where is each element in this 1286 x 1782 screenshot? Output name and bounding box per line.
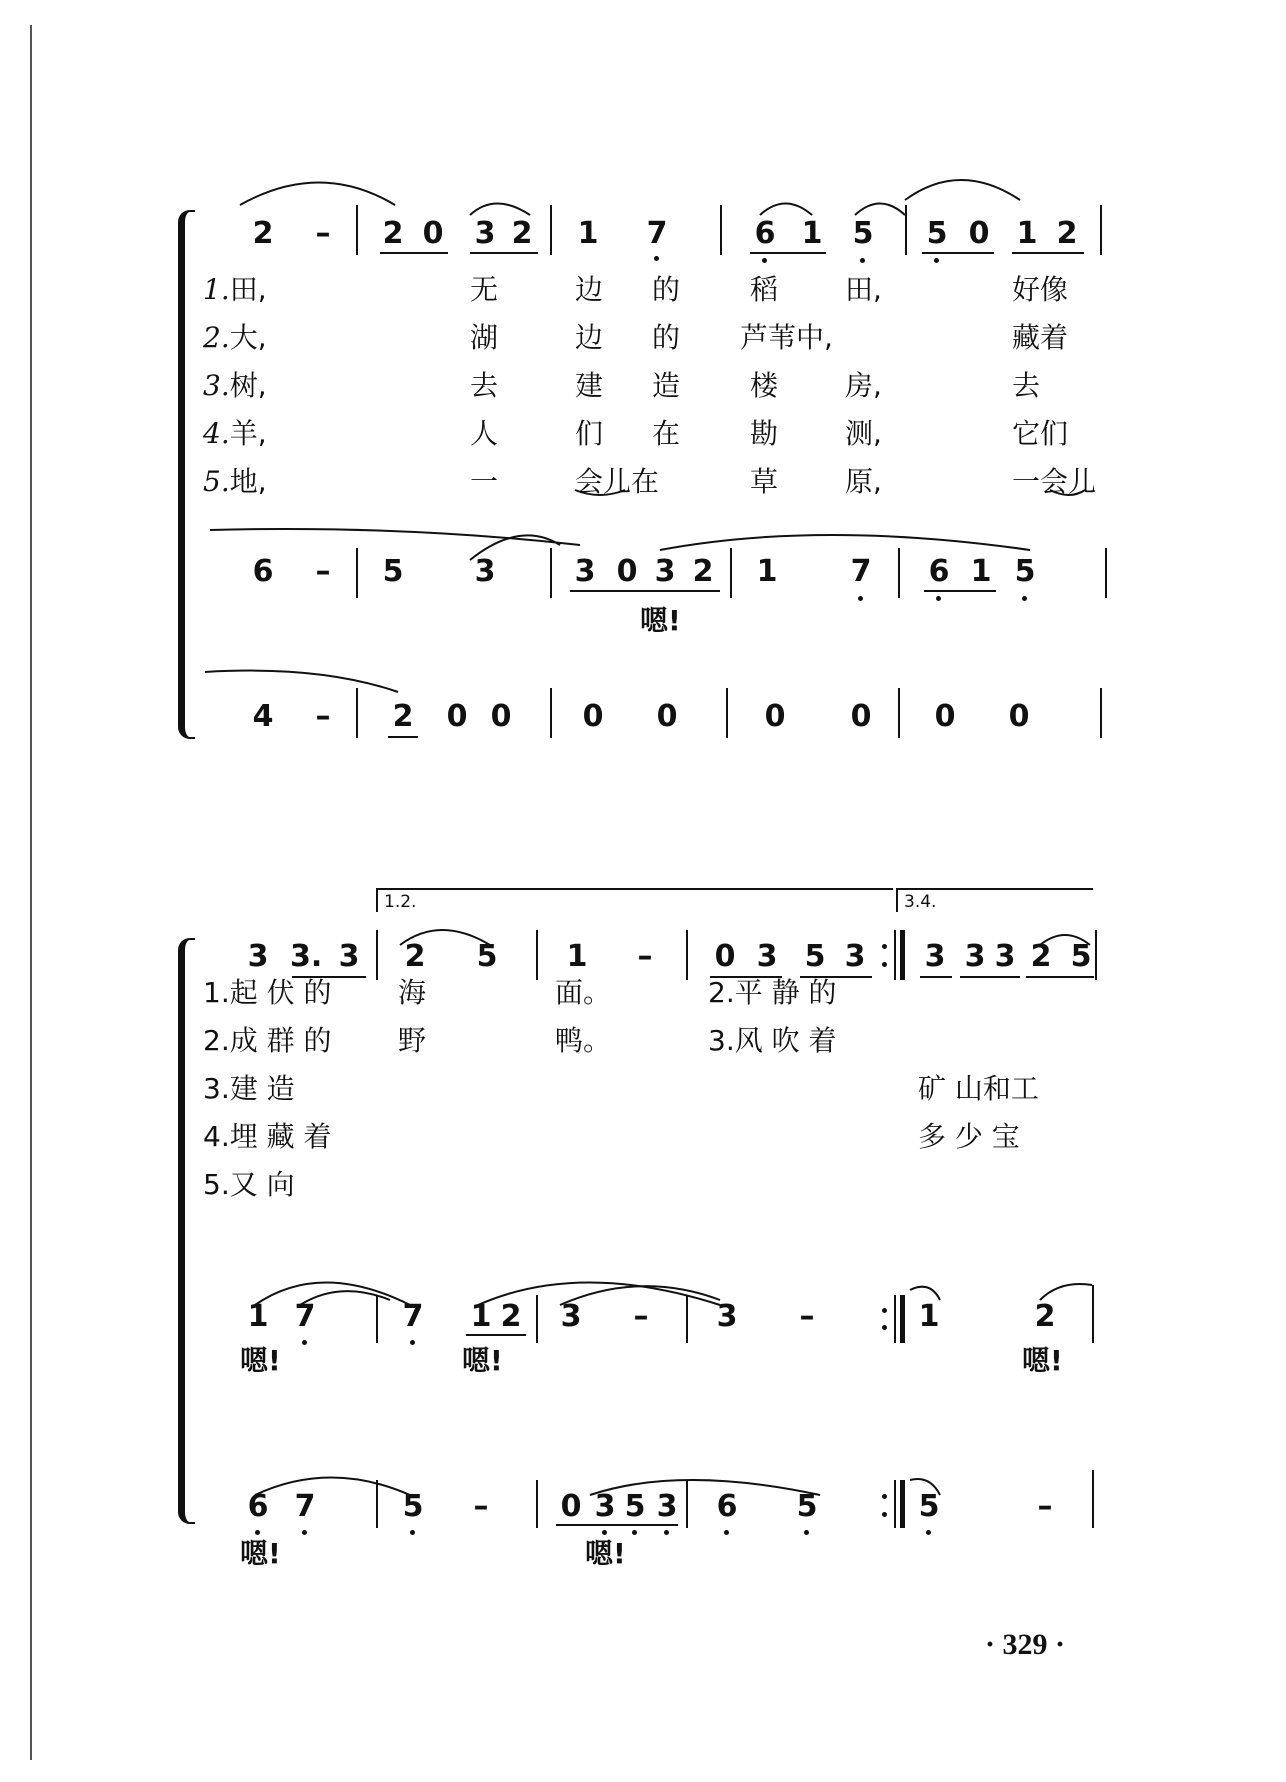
slur xyxy=(660,535,1030,550)
slur xyxy=(910,1287,940,1300)
note: 7 xyxy=(646,216,668,251)
note: 0 xyxy=(422,216,444,251)
lyric-syllable: 去 xyxy=(470,369,499,402)
note: 3 xyxy=(654,554,676,589)
lyric-syllable: 海 xyxy=(398,976,427,1009)
slur xyxy=(400,930,490,945)
lyric-syllable: 在 xyxy=(652,417,681,450)
note: – xyxy=(799,1299,815,1334)
note: – xyxy=(633,1299,649,1334)
note: – xyxy=(473,1489,489,1524)
slur xyxy=(1040,1284,1092,1300)
slur xyxy=(855,204,905,216)
lyric-verse-2: 2.成 群 的 xyxy=(203,1024,332,1057)
lyric-syllable: 楼 xyxy=(750,369,779,402)
note: 1 xyxy=(801,216,823,251)
note: 0 xyxy=(764,699,786,734)
note: 2 xyxy=(392,699,414,734)
note: 6 xyxy=(252,554,274,589)
note: 2 xyxy=(1034,1299,1056,1334)
lyric-syllable: 会儿在 xyxy=(575,465,660,498)
lyric-syllable: 田, xyxy=(845,273,882,306)
note: 3 xyxy=(474,216,496,251)
note: 2 xyxy=(500,1299,522,1334)
note: 2 xyxy=(1056,216,1078,251)
lyric-syllable: 的 xyxy=(652,273,681,306)
lyric-syllable: 好像 xyxy=(1012,273,1069,306)
note: 1 xyxy=(247,1299,269,1334)
lyric-verse-4: 4.羊, xyxy=(203,417,267,450)
lyric-syllable: 它们 xyxy=(1012,417,1069,450)
slur xyxy=(575,490,625,495)
note: 3 xyxy=(247,939,269,974)
note: 5 xyxy=(926,216,948,251)
note: 1 xyxy=(566,939,588,974)
note: 7 xyxy=(294,1489,316,1524)
slur xyxy=(255,1478,410,1496)
note: 1 xyxy=(918,1299,940,1334)
note: 3 xyxy=(756,939,778,974)
note: 7 xyxy=(402,1299,424,1334)
note: 2 xyxy=(1030,939,1052,974)
note: 2 xyxy=(511,216,533,251)
slur xyxy=(470,204,530,216)
note: – xyxy=(1037,1489,1053,1524)
note: 3 xyxy=(338,939,360,974)
lyric-verse-3: 3.建 造 xyxy=(203,1072,295,1105)
note: 6 xyxy=(247,1489,269,1524)
lyric-syllable: 草 xyxy=(750,465,779,498)
note: 5 xyxy=(1014,554,1036,589)
note: 5 xyxy=(918,1489,940,1524)
lyric-syllable: 建 xyxy=(575,369,604,402)
lyric-syllable: 野 xyxy=(398,1024,427,1057)
note: 5 xyxy=(624,1489,646,1524)
lyric-syllable: 一会儿 xyxy=(1012,465,1097,498)
voice2-lyric: 嗯! xyxy=(1022,1344,1063,1377)
note: 7 xyxy=(850,554,872,589)
lyric-syllable: 原, xyxy=(845,465,882,498)
lyric-syllable: 面。 xyxy=(555,976,612,1009)
note: 3 xyxy=(574,554,596,589)
note: – xyxy=(315,216,331,251)
lyric-syllable: 多 少 宝 xyxy=(918,1120,1020,1153)
note: 5 xyxy=(402,1489,424,1524)
note: 5 xyxy=(852,216,874,251)
note: 3 xyxy=(964,939,986,974)
note: 3 xyxy=(924,939,946,974)
voice2-lyric: 嗯! xyxy=(240,1344,281,1377)
lyric-verse-2: 2.大, xyxy=(203,321,267,354)
note: 6 xyxy=(754,216,776,251)
lyric-verse-3: 3.树, xyxy=(203,369,267,402)
slur xyxy=(905,180,1020,200)
note: 1 xyxy=(756,554,778,589)
note: 4 xyxy=(252,699,274,734)
note: 0 xyxy=(1008,699,1030,734)
voice3-lyric: 嗯! xyxy=(585,1537,626,1570)
note: 0 xyxy=(656,699,678,734)
lyric-verse-4: 4.埋 藏 着 xyxy=(203,1120,332,1153)
lyric-syllable: 边 xyxy=(575,273,604,306)
note: 5 xyxy=(796,1489,818,1524)
note: 3 xyxy=(994,939,1016,974)
note: 1 xyxy=(470,1299,492,1334)
lyric-syllable: 芦苇中, xyxy=(740,321,833,354)
note: 0 xyxy=(560,1489,582,1524)
voice2-lyric: 嗯! xyxy=(640,604,681,637)
slur xyxy=(300,1291,390,1305)
note: 5 xyxy=(1070,939,1092,974)
note: 3 xyxy=(594,1489,616,1524)
lyric-syllable: 人 xyxy=(470,417,499,450)
lyric-syllable: 测, xyxy=(845,417,882,450)
lyric-syllable: 勘 xyxy=(750,417,779,450)
note: 3 xyxy=(560,1299,582,1334)
note: 7 xyxy=(294,1299,316,1334)
lyric-verse-5: 5.地, xyxy=(203,465,267,498)
slur xyxy=(1050,490,1085,495)
note: 0 xyxy=(490,699,512,734)
lyric-syllable: 的 xyxy=(652,321,681,354)
note: 3 xyxy=(844,939,866,974)
slur xyxy=(560,1286,720,1305)
note: 0 xyxy=(714,939,736,974)
note: 0 xyxy=(850,699,872,734)
slur xyxy=(1040,935,1090,945)
slur xyxy=(255,1283,410,1306)
voice3-lyric: 嗯! xyxy=(240,1537,281,1570)
lyric-syllable: 无 xyxy=(470,273,499,306)
note: 3 xyxy=(656,1489,678,1524)
note: 3 xyxy=(474,554,496,589)
lyric-verse-5: 5.又 向 xyxy=(203,1168,295,1201)
tie xyxy=(205,671,398,692)
note: 1 xyxy=(1016,216,1038,251)
lyric-verse-1: 1.田, xyxy=(203,273,267,306)
note: 1 xyxy=(970,554,992,589)
note: 1 xyxy=(577,216,599,251)
lyric-syllable: 们 xyxy=(575,417,604,450)
note: 0 xyxy=(582,699,604,734)
lyric-syllable: 一 xyxy=(470,465,499,498)
note: 6 xyxy=(928,554,950,589)
lyric-syllable: 矿 山和工 xyxy=(918,1072,1039,1105)
slur xyxy=(910,1479,940,1495)
lyric-syllable: 稻 xyxy=(750,273,779,306)
slur xyxy=(478,1283,720,1306)
lyric-syllable: 藏着 xyxy=(1012,321,1069,354)
note: 3 xyxy=(716,1299,738,1334)
note: – xyxy=(315,699,331,734)
volta-bracket-1: 1.2. xyxy=(376,888,893,912)
note: 0 xyxy=(934,699,956,734)
note: 5 xyxy=(804,939,826,974)
note: 2 xyxy=(252,216,274,251)
note: 0 xyxy=(968,216,990,251)
note: 5 xyxy=(476,939,498,974)
note: 0 xyxy=(616,554,638,589)
voice2-lyric: 嗯! xyxy=(462,1344,503,1377)
slur xyxy=(590,1480,820,1495)
note: – xyxy=(637,939,653,974)
note: 3. xyxy=(290,939,323,974)
note: 5 xyxy=(382,554,404,589)
note: 2 xyxy=(382,216,404,251)
note: 0 xyxy=(446,699,468,734)
note: – xyxy=(315,554,331,589)
lyric-syllable: 房, xyxy=(845,369,882,402)
volta-bracket-2: 3.4. xyxy=(896,888,1093,912)
lyric-syllable: 湖 xyxy=(470,321,499,354)
note: 2 xyxy=(692,554,714,589)
slur xyxy=(760,204,812,216)
page-number: · 329 · xyxy=(985,1628,1066,1661)
tie xyxy=(210,529,580,545)
lyric-verse-1: 1.起 伏 的 xyxy=(203,976,332,1009)
lyric-syllable: 去 xyxy=(1012,369,1041,402)
lyric-syllable: 3.风 吹 着 xyxy=(708,1024,837,1057)
lyric-syllable: 边 xyxy=(575,321,604,354)
note: 2 xyxy=(404,939,426,974)
lyric-syllable: 造 xyxy=(652,369,681,402)
note: 6 xyxy=(716,1489,738,1524)
lyric-syllable: 鸭。 xyxy=(555,1024,612,1057)
slur xyxy=(240,183,395,206)
lyric-syllable: 2.平 静 的 xyxy=(708,976,837,1009)
